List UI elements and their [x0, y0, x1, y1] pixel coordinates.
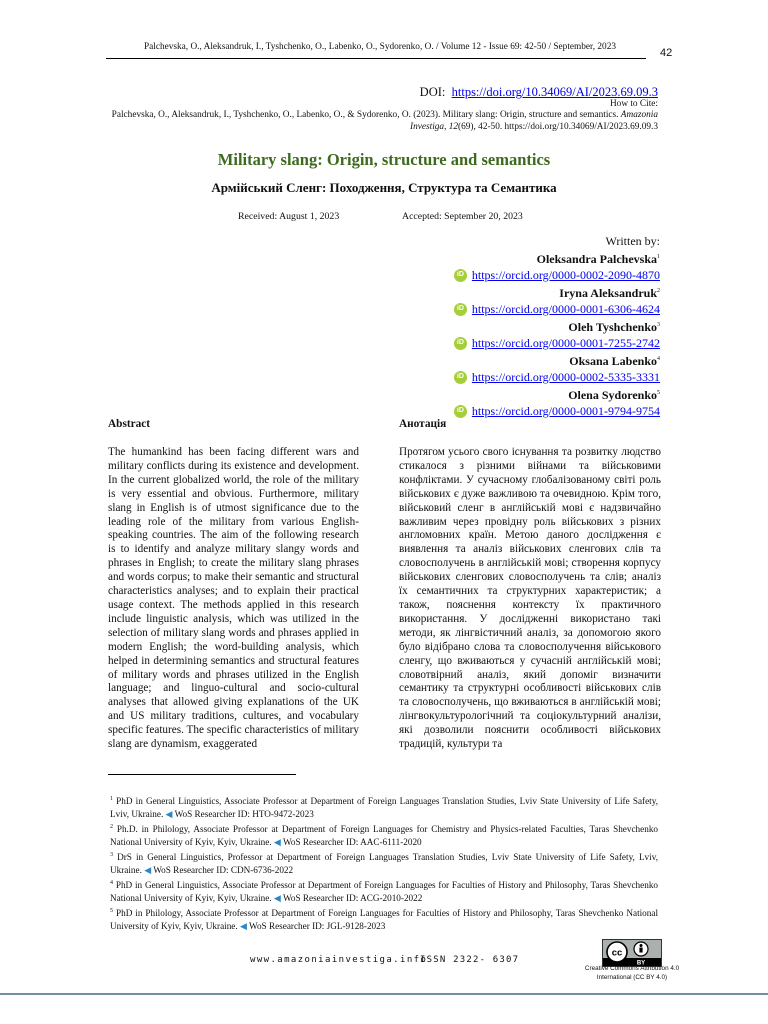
abstract-text: The humankind has been facing different wars and military conflicts during its existence and development. In the current globalized world, the role of the military is very essential and obvious. Furthermore, military slang in English is of utmost significance due to the leading role of the military from various English-speaking countries. The aim of the following research is to identify and analyze military slangy words and phrases in English; to create the military slang phrases and words corpus; to make their semantic and structural characteristics analyses; and to explain their practical usage context. The methods applied in this research include linguistic analysis, which was utilized in the selection of military slang words and phrases applied in modern English; the word-building analysis, which helped in determining semantics and structural features of military words and phrases utilized in the English language; and linguo-cultural and socio-cultural analyses that allowed giving explanations of the UK and US military traditions, cultures, and vocabulary specific features. The specific characteristics of military slang are dynamism, exaggerated [108, 446, 359, 751]
author-block-1 [360, 249, 660, 283]
cc-by-icon [603, 940, 661, 966]
annotation-text: Протягом усього свого існування та розвитку людство стикалося з різними війнами та військовими конфліктами. У сучасному глобалізованому світі роль військових є дуже важливою та очевидною. Крім того, військовий сленг в англійській мові є надзвичайно важливим через провідну роль військових з різних англомовних країн. Метою даного дослідження є виявлення та аналіз військових сленгових слів та словосполучень в англійській мові; створення корпусу військових сленгових словосполучень та слів; аналіз їх семантичних та структурних характеристик; а також, пояснення контексту їх практичного використання. У дослідженні використано такі методи, як лінгвістичний аналіз, за допомогою якого було відібрано слова та словосполучення військового сленгу, що вживаються у сучасній англійській мові; словотвірний аналіз, який допоміг визначити семантику та структурні особливості військових слів та словосполучень, що вживаються в англійській мові; лінгвокультурологічний та соціокультурний аналізи, які дозволили пояснити особливості військових традицій, культури та [399, 446, 661, 751]
doi-label: DOI: [419, 85, 446, 99]
author-list [360, 233, 660, 419]
bottom-band [0, 993, 768, 995]
how-to-cite-label: How to Cite: [609, 99, 658, 109]
article-title: Military slang: Origin, structure and semantics [217, 150, 551, 169]
wos-icon: ◀ [144, 865, 152, 876]
orcid-icon: iD [454, 371, 467, 384]
page-number: 42 [660, 47, 673, 59]
footnote-1: $^1$ PhD in General Linguistics, Associate Professor at Department of Foreign Languages Translation Studies, Lviv State University of Life Safety, Lviv, Ukraine. ◀ WoS Researcher ID: HTO-9472-2023 [110, 796, 658, 820]
wos-icon: ◀ [273, 837, 281, 848]
orcid-link[interactable]: https://orcid.org/0000-0001-6306-4624 [471, 302, 660, 316]
license-text: Creative Commons Attribution 4.0 International (CC BY 4.0) [584, 965, 680, 981]
citation: Palchevska, O., Aleksandruk, I., Tyshchenko, O., Labenko, O., & Sydorenko, O. (2023). Military slang: Origin, structure and semantics. Amazonia Investiga, 12(69), 42-50. https://doi.org/10.34069/AI/2023.69.09.3 [111, 110, 658, 132]
running-header: Palchevska, O., Aleksandruk, I., Tyshchenko, O., Labenko, O., Sydorenko, O. / Volume 12 - Issue 69: 42-50 / September, 2023 [143, 42, 617, 52]
orcid-icon: iD [454, 405, 467, 418]
author-name: Iryna Aleksandruk$^2$ [559, 286, 660, 300]
abstract-heading: Abstract [108, 418, 151, 430]
svg-text:cc: cc [611, 947, 623, 959]
author-name: Oleh Tyshchenko$^3$ [568, 320, 660, 334]
author-block-5 [360, 385, 660, 419]
doi-line [420, 85, 658, 100]
citation-volume: 12 [448, 121, 459, 132]
citation-authors: Palchevska, O., Aleksandruk, I., Tyshchenko, O., Labenko, O., & Sydorenko, O. (2023). Military slang: Origin, structure and semantics. [111, 110, 621, 120]
author-name: Oleksandra Palchevska$^1$ [536, 252, 660, 266]
footnote-4: $^4$ PhD in General Linguistics, Associate Professor at Department of Foreign Languages for Faculties of History and Philosophy, Taras Shevchenko National University of Kyiv, Kyiv, Ukraine. ◀ WoS Researcher ID: ACG-2010-2022 [110, 880, 659, 904]
orcid-link[interactable]: https://orcid.org/0000-0002-5335-3331 [471, 370, 660, 384]
wos-icon: ◀ [273, 893, 281, 904]
received-date: Received: August 1, 2023 [238, 211, 340, 222]
orcid-link[interactable]: https://orcid.org/0000-0001-7255-2742 [471, 336, 660, 350]
wos-icon: ◀ [239, 921, 247, 932]
annotation-heading: Анотація [399, 418, 447, 430]
orcid-icon: iD [454, 303, 467, 316]
cc-by-label: BY [636, 960, 646, 966]
doi-link[interactable]: https://doi.org/10.34069/AI/2023.69.09.3 [451, 85, 658, 99]
accepted-date: Accepted: September 20, 2023 [402, 211, 523, 222]
author-name: Olena Sydorenko$^5$ [568, 388, 660, 402]
footnote-5: $^5$ PhD in Philology, Associate Professor at Department of Foreign Languages for Faculties of History and Philosophy, Taras Shevchenko National University of Kyiv, Kyiv, Ukraine. ◀ WoS Researcher ID: JGL-9128-2023 [110, 908, 658, 932]
orcid-icon: iD [454, 269, 467, 282]
article-subtitle: Армійський Сленг: Походження, Структура та Семантика [211, 180, 557, 195]
cc-license-badge [602, 939, 662, 967]
wos-icon: ◀ [165, 809, 173, 820]
author-block-2 [360, 283, 660, 317]
author-name: Oksana Labenko$^4$ [569, 354, 660, 368]
footer-issn: ISSN 2322- 6307 [420, 955, 520, 965]
author-block-3 [360, 317, 660, 351]
citation-journal: Amazonia Investiga [410, 110, 658, 132]
footnote-3: $^3$ DrS in General Linguistics, Professor at Department of Foreign Languages Translation Studies, Lviv State University of Life Safety, Lviv, Ukraine. ◀ WoS Researcher ID: CDN-6736-2022 [110, 852, 658, 876]
orcid-link[interactable]: https://orcid.org/0000-0002-2090-4870 [471, 268, 660, 282]
footer-website: www.amazoniainvestiga.info [250, 955, 428, 965]
orcid-link[interactable]: https://orcid.org/0000-0001-9794-9754 [471, 404, 660, 418]
orcid-icon: iD [454, 337, 467, 350]
footnotes [110, 793, 658, 933]
citation-rest: (69), 42-50. https://doi.org/10.34069/AI/2023.69.09.3 [458, 121, 658, 132]
footnote-rule [108, 774, 296, 775]
footnote-2: $^2$ Ph.D. in Philology, Associate Professor at Department of Foreign Languages for Chemistry and Physics-related Faculties, Taras Shevchenko National University of Kyiv, Kyiv, Ukraine. ◀ WoS Researcher ID: AAC-6111-2020 [110, 824, 659, 848]
written-by-label: Written by: [605, 234, 660, 248]
author-block-4 [360, 351, 660, 385]
header-rule [106, 58, 646, 59]
